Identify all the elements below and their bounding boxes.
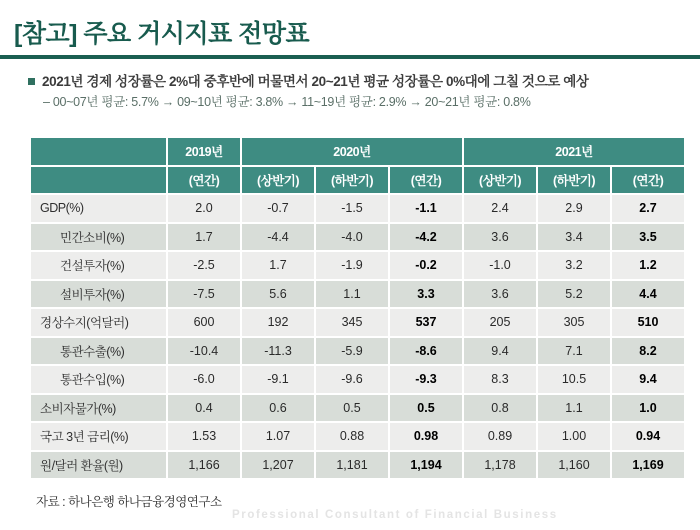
table-row (31, 366, 684, 393)
value-cell: -4.2 (390, 224, 462, 251)
value-cell: 0.98 (390, 423, 462, 450)
value-cell: 8.2 (612, 338, 684, 365)
value-cell: -6.0 (168, 366, 240, 393)
value-cell: 2.4 (464, 195, 536, 222)
forecast-table-head (31, 138, 684, 193)
value-cell: -11.3 (242, 338, 314, 365)
value-cell: -2.5 (168, 252, 240, 279)
value-cell: 3.5 (612, 224, 684, 251)
value-cell: 10.5 (538, 366, 610, 393)
indicator-label-cell: 통관수출(%) (31, 338, 166, 365)
value-cell: 510 (612, 309, 684, 336)
indicator-label-cell: 소비자물가(%) (31, 395, 166, 422)
value-cell: 3.6 (464, 224, 536, 251)
value-cell: 5.6 (242, 281, 314, 308)
value-cell: -1.9 (316, 252, 388, 279)
value-cell: 205 (464, 309, 536, 336)
value-cell: 305 (538, 309, 610, 336)
page-title: [참고] 주요 거시지표 전망표 (14, 20, 310, 48)
value-cell: -9.1 (242, 366, 314, 393)
value-cell: 1.07 (242, 423, 314, 450)
corner-header-cell (31, 167, 166, 194)
value-cell: 0.6 (242, 395, 314, 422)
indicator-label-cell: 설비투자(%) (31, 281, 166, 308)
indicator-label-cell: 민간소비(%) (31, 224, 166, 251)
table-row (31, 338, 684, 365)
value-cell: -7.5 (168, 281, 240, 308)
value-cell: 9.4 (612, 366, 684, 393)
year-header-cell: 2019년 (168, 138, 240, 165)
summary-bullet-text: 2021년 경제 성장률은 2%대 중후반에 머물면서 20~21년 평균 성장률은 0%대에 그칠 것으로 예상 (42, 74, 589, 89)
table-row (31, 224, 684, 251)
bullet-square-icon (28, 78, 35, 85)
value-cell: 0.94 (612, 423, 684, 450)
period-header-cell: (연간) (168, 167, 240, 194)
summary-bullet-line (28, 72, 688, 91)
table-row (31, 309, 684, 336)
value-cell: 1,178 (464, 452, 536, 479)
table-row (31, 281, 684, 308)
value-cell: 1,160 (538, 452, 610, 479)
source-note: 자료 : 하나은행 하나금융경영연구소 (36, 495, 222, 509)
period-header-cell: (하반기) (316, 167, 388, 194)
value-cell: 345 (316, 309, 388, 336)
value-cell: 5.2 (538, 281, 610, 308)
value-cell: -5.9 (316, 338, 388, 365)
value-cell: -1.5 (316, 195, 388, 222)
value-cell: 2.9 (538, 195, 610, 222)
value-cell: 1,169 (612, 452, 684, 479)
value-cell: -1.1 (390, 195, 462, 222)
value-cell: 1,166 (168, 452, 240, 479)
value-cell: 1.2 (612, 252, 684, 279)
period-header-cell: (상반기) (242, 167, 314, 194)
value-cell: -0.7 (242, 195, 314, 222)
indicator-label-cell: 원/달러 환율(원) (31, 452, 166, 479)
period-header-cell: (상반기) (464, 167, 536, 194)
value-cell: 1,194 (390, 452, 462, 479)
value-cell: -9.6 (316, 366, 388, 393)
value-cell: 3.4 (538, 224, 610, 251)
corner-header-cell (31, 138, 166, 165)
value-cell: 1.7 (168, 224, 240, 251)
value-cell: 3.2 (538, 252, 610, 279)
value-cell: 1.1 (538, 395, 610, 422)
indicator-label-cell: 건설투자(%) (31, 252, 166, 279)
period-header-row (31, 167, 684, 194)
value-cell: 8.3 (464, 366, 536, 393)
table-row (31, 452, 684, 479)
value-cell: 537 (390, 309, 462, 336)
period-header-cell: (하반기) (538, 167, 610, 194)
table-row (31, 252, 684, 279)
value-cell: 0.88 (316, 423, 388, 450)
summary-sub-bullet-text: – 00~07년 평균: 5.7% → 09~10년 평균: 3.8% → 11~19년 평균: 2.9% → 20~21년 평균: 0.8% (43, 95, 531, 109)
forecast-table (29, 136, 686, 480)
indicator-label-cell: 경상수지(억달러) (31, 309, 166, 336)
value-cell: 192 (242, 309, 314, 336)
value-cell: -4.0 (316, 224, 388, 251)
forecast-table-body (31, 195, 684, 478)
value-cell: 1,207 (242, 452, 314, 479)
value-cell: 600 (168, 309, 240, 336)
summary-block (28, 72, 688, 111)
value-cell: 0.8 (464, 395, 536, 422)
watermark-text: Professional Consultant of Financial Business (232, 509, 558, 521)
value-cell: 1.53 (168, 423, 240, 450)
value-cell: 0.5 (316, 395, 388, 422)
value-cell: 9.4 (464, 338, 536, 365)
value-cell: 0.4 (168, 395, 240, 422)
year-header-cell: 2020년 (242, 138, 462, 165)
value-cell: 2.0 (168, 195, 240, 222)
value-cell: 4.4 (612, 281, 684, 308)
value-cell: 2.7 (612, 195, 684, 222)
value-cell: 1.0 (612, 395, 684, 422)
value-cell: 1,181 (316, 452, 388, 479)
value-cell: -8.6 (390, 338, 462, 365)
value-cell: 7.1 (538, 338, 610, 365)
value-cell: -1.0 (464, 252, 536, 279)
year-header-row (31, 138, 684, 165)
table-row (31, 395, 684, 422)
year-header-cell: 2021년 (464, 138, 684, 165)
value-cell: -10.4 (168, 338, 240, 365)
value-cell: 1.00 (538, 423, 610, 450)
indicator-label-cell: GDP(%) (31, 195, 166, 222)
value-cell: -0.2 (390, 252, 462, 279)
value-cell: 1.7 (242, 252, 314, 279)
value-cell: -9.3 (390, 366, 462, 393)
value-cell: 3.3 (390, 281, 462, 308)
table-row (31, 195, 684, 222)
period-header-cell: (연간) (612, 167, 684, 194)
table-row (31, 423, 684, 450)
indicator-label-cell: 통관수입(%) (31, 366, 166, 393)
value-cell: 0.5 (390, 395, 462, 422)
indicator-label-cell: 국고 3년 금리(%) (31, 423, 166, 450)
period-header-cell: (연간) (390, 167, 462, 194)
forecast-table-wrap (29, 136, 686, 480)
title-underline-rule (0, 55, 700, 59)
value-cell: -4.4 (242, 224, 314, 251)
value-cell: 3.6 (464, 281, 536, 308)
value-cell: 0.89 (464, 423, 536, 450)
value-cell: 1.1 (316, 281, 388, 308)
